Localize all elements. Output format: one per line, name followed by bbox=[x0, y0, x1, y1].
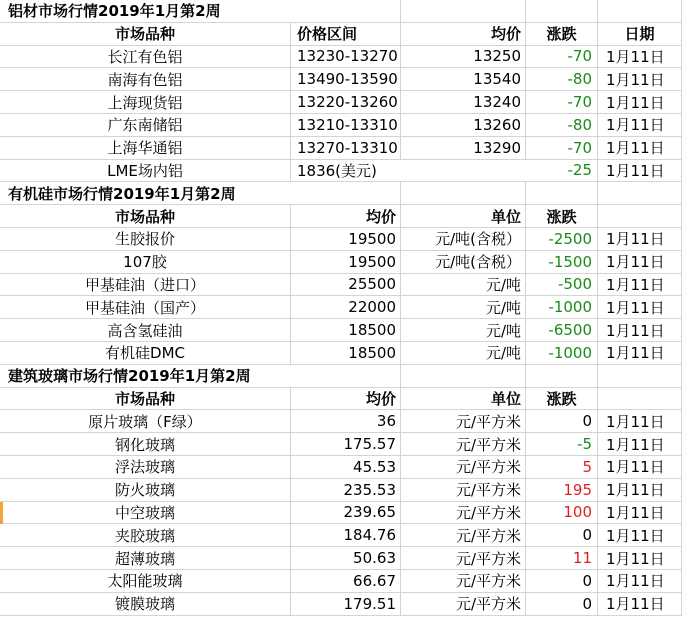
header-unit[interactable]: 单位 bbox=[401, 388, 526, 410]
table-row bbox=[0, 274, 682, 297]
unit[interactable]: 元/平方米 bbox=[401, 593, 526, 615]
product-name[interactable]: 中空玻璃 bbox=[0, 502, 291, 524]
price-change[interactable]: 0 bbox=[526, 524, 598, 546]
price-range[interactable]: 13210-13310 bbox=[291, 114, 401, 136]
price-range[interactable]: 13270-13310 bbox=[291, 137, 401, 159]
price-change[interactable]: -70 bbox=[526, 46, 598, 68]
header-avg-price[interactable]: 均价 bbox=[401, 23, 526, 45]
table-row bbox=[0, 433, 682, 456]
date-cell[interactable]: 1月11日 bbox=[598, 479, 682, 501]
date-cell[interactable]: 1月11日 bbox=[598, 296, 682, 318]
price-change[interactable]: 0 bbox=[526, 410, 598, 432]
cell-empty[interactable] bbox=[526, 0, 598, 22]
table-row bbox=[0, 570, 682, 593]
header-date[interactable] bbox=[598, 205, 682, 227]
header-price-range[interactable]: 价格区间 bbox=[291, 23, 401, 45]
section-title-row bbox=[0, 0, 682, 23]
product-name[interactable]: 有机硅DMC bbox=[0, 342, 291, 364]
date-cell[interactable]: 1月11日 bbox=[598, 114, 682, 136]
unit[interactable]: 元/吨 bbox=[401, 342, 526, 364]
table-row bbox=[0, 547, 682, 570]
avg-price[interactable]: 19500 bbox=[291, 228, 401, 250]
product-name[interactable]: 广东南储铝 bbox=[0, 114, 291, 136]
date-cell[interactable]: 1月11日 bbox=[598, 68, 682, 90]
product-name[interactable]: 高含氢硅油 bbox=[0, 319, 291, 341]
unit[interactable]: 元/平方米 bbox=[401, 410, 526, 432]
header-product[interactable]: 市场品种 bbox=[0, 388, 291, 410]
date-cell[interactable]: 1月11日 bbox=[598, 547, 682, 569]
avg-price[interactable]: 45.53 bbox=[291, 456, 401, 478]
cell-empty[interactable] bbox=[598, 182, 682, 204]
product-name[interactable]: 夹胶玻璃 bbox=[0, 524, 291, 546]
avg-price[interactable]: 19500 bbox=[291, 251, 401, 273]
table-row bbox=[0, 46, 682, 69]
price-change[interactable]: -25 bbox=[526, 160, 598, 182]
date-cell[interactable]: 1月11日 bbox=[598, 342, 682, 364]
table-row bbox=[0, 319, 682, 342]
cell-empty[interactable] bbox=[401, 0, 526, 22]
product-name[interactable]: 防火玻璃 bbox=[0, 479, 291, 501]
product-name[interactable]: 长江有色铝 bbox=[0, 46, 291, 68]
cell-empty[interactable] bbox=[526, 365, 598, 387]
product-name[interactable]: 太阳能玻璃 bbox=[0, 570, 291, 592]
table-row bbox=[0, 137, 682, 160]
header-change[interactable]: 涨跌 bbox=[526, 23, 598, 45]
date-cell[interactable]: 1月11日 bbox=[598, 228, 682, 250]
cell-empty[interactable] bbox=[598, 365, 682, 387]
unit[interactable]: 元/吨 bbox=[401, 319, 526, 341]
avg-price[interactable]: 18500 bbox=[291, 319, 401, 341]
cell-empty[interactable] bbox=[526, 182, 598, 204]
unit[interactable]: 元/平方米 bbox=[401, 479, 526, 501]
unit[interactable]: 元/平方米 bbox=[401, 547, 526, 569]
price-change[interactable]: -70 bbox=[526, 91, 598, 113]
price-change[interactable]: 100 bbox=[526, 502, 598, 524]
section-title[interactable]: 铝材市场行情2019年1月第2周 bbox=[0, 0, 401, 22]
header-product[interactable]: 市场品种 bbox=[0, 205, 291, 227]
avg-price[interactable]: 184.76 bbox=[291, 524, 401, 546]
price-change[interactable]: 5 bbox=[526, 456, 598, 478]
avg-price[interactable]: 66.67 bbox=[291, 570, 401, 592]
date-cell[interactable]: 1月11日 bbox=[598, 274, 682, 296]
header-change[interactable]: 涨跌 bbox=[526, 388, 598, 410]
table-row bbox=[0, 296, 682, 319]
section-title[interactable]: 有机硅市场行情2019年1月第2周 bbox=[0, 182, 401, 204]
product-name[interactable]: 超薄玻璃 bbox=[0, 547, 291, 569]
header-row bbox=[0, 23, 682, 46]
price-change[interactable]: -80 bbox=[526, 114, 598, 136]
unit[interactable]: 元/吨 bbox=[401, 296, 526, 318]
table-row bbox=[0, 479, 682, 502]
table-row bbox=[0, 342, 682, 365]
price-change[interactable]: -1000 bbox=[526, 296, 598, 318]
table-row bbox=[0, 524, 682, 547]
price-change[interactable]: -70 bbox=[526, 137, 598, 159]
date-cell[interactable]: 1月11日 bbox=[598, 160, 682, 182]
date-cell[interactable]: 1月11日 bbox=[598, 46, 682, 68]
price-change[interactable]: 11 bbox=[526, 547, 598, 569]
section-title-row bbox=[0, 182, 682, 205]
date-cell[interactable]: 1月11日 bbox=[598, 251, 682, 273]
price-change[interactable]: 0 bbox=[526, 593, 598, 615]
unit[interactable]: 元/吨(含税） bbox=[401, 251, 526, 273]
table-row bbox=[0, 593, 682, 616]
cell-empty[interactable] bbox=[401, 182, 526, 204]
table-row bbox=[0, 410, 682, 433]
table-row bbox=[0, 228, 682, 251]
avg-price[interactable]: 50.63 bbox=[291, 547, 401, 569]
date-cell[interactable]: 1月11日 bbox=[598, 433, 682, 455]
price-change[interactable]: -2500 bbox=[526, 228, 598, 250]
price-change[interactable]: -6500 bbox=[526, 319, 598, 341]
price-range[interactable]: 1836(美元) bbox=[297, 161, 377, 180]
date-cell[interactable]: 1月11日 bbox=[598, 524, 682, 546]
avg-price[interactable]: 25500 bbox=[291, 274, 401, 296]
section-title-row bbox=[0, 365, 682, 388]
product-name[interactable]: 甲基硅油（国产） bbox=[0, 296, 291, 318]
price-change[interactable]: -5 bbox=[526, 433, 598, 455]
table-row bbox=[0, 502, 682, 525]
product-name[interactable]: LME场内铝 bbox=[0, 160, 291, 182]
price-range[interactable]: 13230-13270 bbox=[291, 46, 401, 68]
product-name[interactable]: 上海华通铝 bbox=[0, 137, 291, 159]
avg-price[interactable]: 175.57 bbox=[291, 433, 401, 455]
header-row bbox=[0, 388, 682, 411]
table-row bbox=[0, 91, 682, 114]
price-range[interactable]: 13220-13260 bbox=[291, 91, 401, 113]
row-selection-marker bbox=[0, 502, 3, 525]
header-row bbox=[0, 205, 682, 228]
table-row bbox=[0, 251, 682, 274]
price-change[interactable]: -80 bbox=[526, 68, 598, 90]
avg-price[interactable]: 13540 bbox=[401, 68, 526, 90]
header-avg-price[interactable]: 均价 bbox=[291, 205, 401, 227]
unit[interactable]: 元/平方米 bbox=[401, 570, 526, 592]
avg-price[interactable]: 239.65 bbox=[291, 502, 401, 524]
product-name[interactable]: 南海有色铝 bbox=[0, 68, 291, 90]
price-range[interactable]: 13490-13590 bbox=[291, 68, 401, 90]
date-cell[interactable]: 1月11日 bbox=[598, 319, 682, 341]
avg-price[interactable]: 22000 bbox=[291, 296, 401, 318]
price-change[interactable]: -1500 bbox=[526, 251, 598, 273]
date-cell[interactable]: 1月11日 bbox=[598, 456, 682, 478]
cell-empty[interactable] bbox=[401, 365, 526, 387]
product-name[interactable]: 钢化玻璃 bbox=[0, 433, 291, 455]
unit[interactable]: 元/平方米 bbox=[401, 456, 526, 478]
avg-price[interactable]: 235.53 bbox=[291, 479, 401, 501]
header-unit[interactable]: 单位 bbox=[401, 205, 526, 227]
price-change[interactable]: -1000 bbox=[526, 342, 598, 364]
date-cell[interactable]: 1月11日 bbox=[598, 593, 682, 615]
header-change[interactable]: 涨跌 bbox=[526, 205, 598, 227]
cell-empty[interactable] bbox=[598, 0, 682, 22]
price-change[interactable]: 195 bbox=[526, 479, 598, 501]
product-name[interactable]: 上海现货铝 bbox=[0, 91, 291, 113]
date-cell[interactable]: 1月11日 bbox=[598, 410, 682, 432]
table-row bbox=[0, 114, 682, 137]
header-product[interactable]: 市场品种 bbox=[0, 23, 291, 45]
section-title[interactable]: 建筑玻璃市场行情2019年1月第2周 bbox=[0, 365, 401, 387]
avg-price[interactable]: 13250 bbox=[401, 46, 526, 68]
table-row bbox=[0, 160, 682, 183]
product-name[interactable]: 镀膜玻璃 bbox=[0, 593, 291, 615]
avg-price[interactable]: 18500 bbox=[291, 342, 401, 364]
date-cell[interactable]: 1月11日 bbox=[598, 570, 682, 592]
header-date[interactable]: 日期 bbox=[598, 23, 682, 45]
price-change[interactable]: 0 bbox=[526, 570, 598, 592]
date-cell[interactable]: 1月11日 bbox=[598, 91, 682, 113]
unit[interactable]: 元/吨 bbox=[401, 274, 526, 296]
date-cell[interactable]: 1月11日 bbox=[598, 137, 682, 159]
date-cell[interactable]: 1月11日 bbox=[598, 502, 682, 524]
avg-price[interactable]: 36 bbox=[291, 410, 401, 432]
unit[interactable]: 元/平方米 bbox=[401, 433, 526, 455]
price-change[interactable]: -500 bbox=[526, 274, 598, 296]
header-avg-price[interactable]: 均价 bbox=[291, 388, 401, 410]
avg-price[interactable]: 13290 bbox=[401, 137, 526, 159]
avg-price[interactable]: 13240 bbox=[401, 91, 526, 113]
product-name[interactable]: 原片玻璃（F绿） bbox=[0, 410, 291, 432]
product-name[interactable]: 107胶 bbox=[0, 251, 291, 273]
unit[interactable]: 元/平方米 bbox=[401, 502, 526, 524]
product-name[interactable]: 生胶报价 bbox=[0, 228, 291, 250]
table-row bbox=[0, 456, 682, 479]
unit[interactable]: 元/吨(含税） bbox=[401, 228, 526, 250]
avg-price[interactable]: 179.51 bbox=[291, 593, 401, 615]
table-row bbox=[0, 68, 682, 91]
unit[interactable]: 元/平方米 bbox=[401, 524, 526, 546]
header-date[interactable] bbox=[598, 388, 682, 410]
product-name[interactable]: 甲基硅油（进口） bbox=[0, 274, 291, 296]
product-name[interactable]: 浮法玻璃 bbox=[0, 456, 291, 478]
avg-price[interactable]: 13260 bbox=[401, 114, 526, 136]
